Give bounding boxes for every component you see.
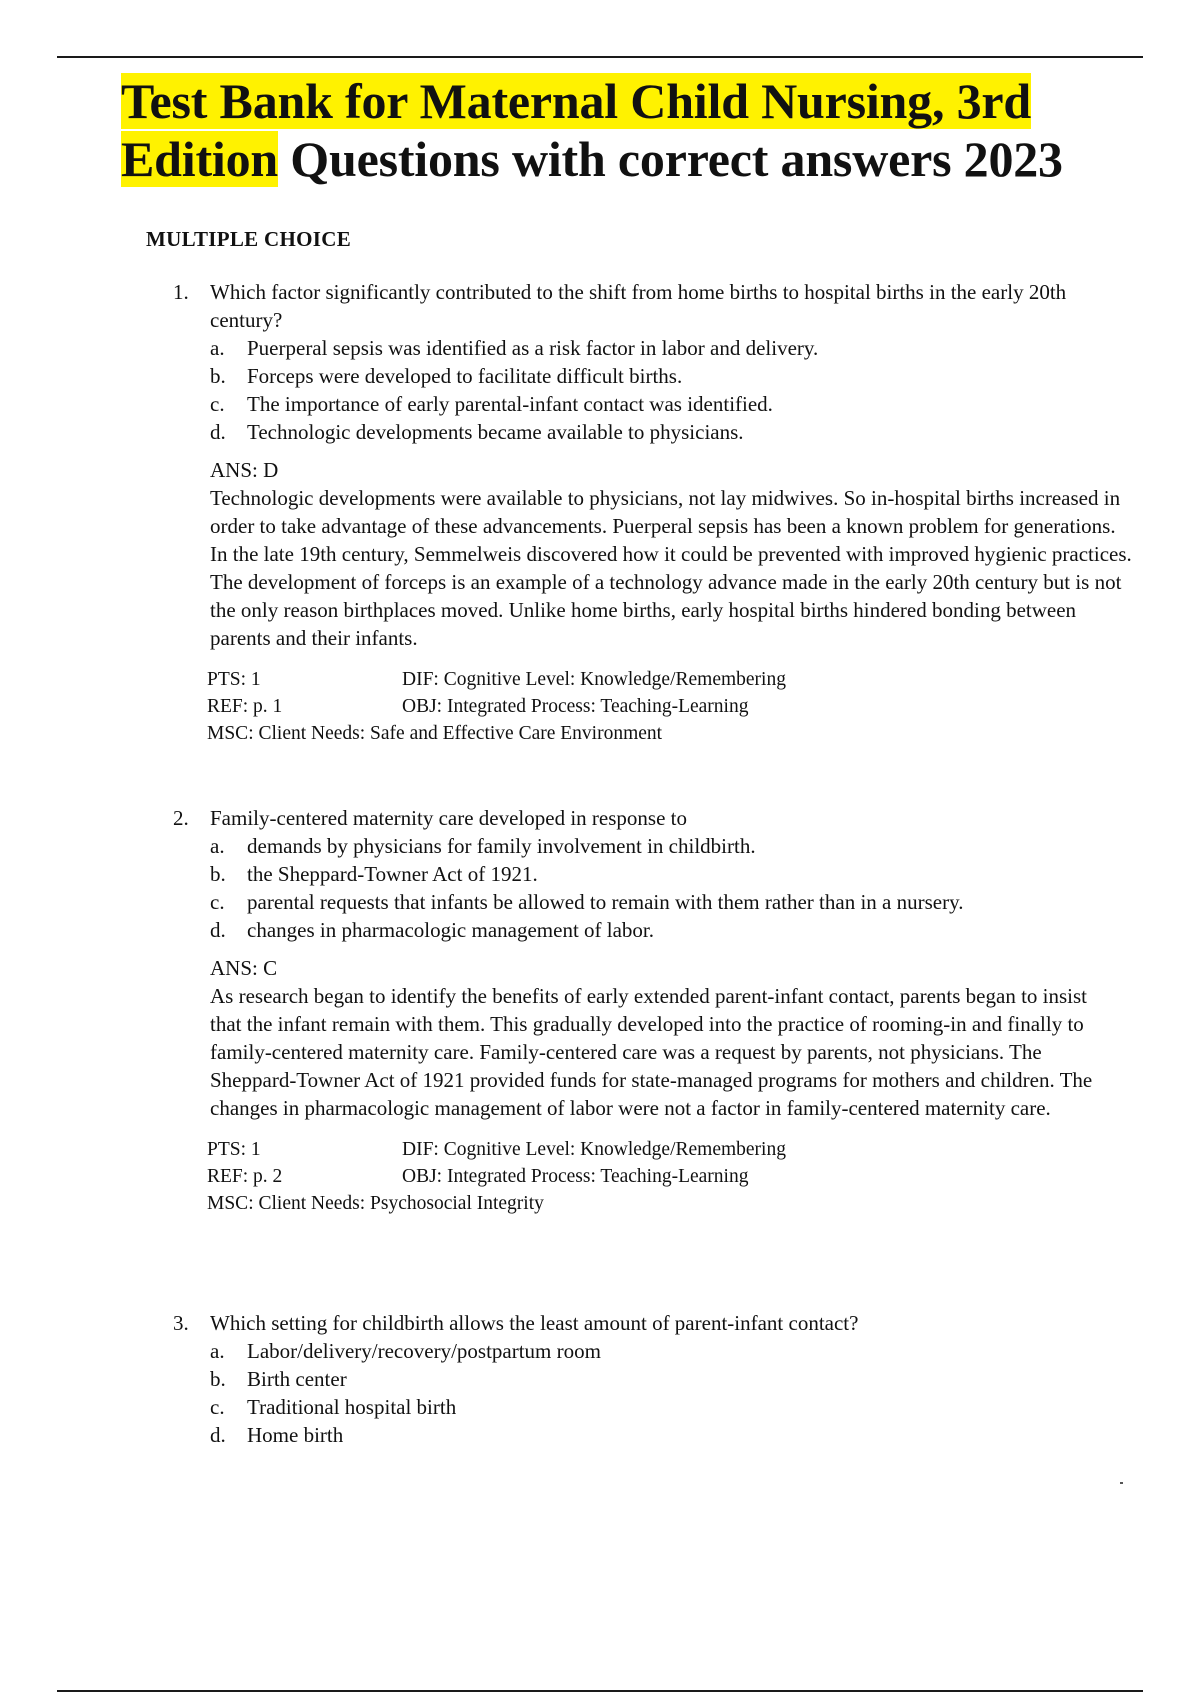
meta-obj: OBJ: Integrated Process: Teaching-Learning <box>402 1166 749 1187</box>
choice-letter: d. <box>210 918 226 942</box>
question-stem <box>173 278 1080 334</box>
choice-item <box>210 1365 1133 1393</box>
choice-letter: b. <box>210 862 226 886</box>
choice-letter: c. <box>210 392 225 416</box>
choice-item <box>210 1421 1133 1449</box>
question-text: Which setting for childbirth allows the least amount of parent-infant contact? <box>210 1311 859 1335</box>
choice-text: The importance of early parental-infant contact was identified. <box>247 392 773 416</box>
choice-list <box>173 1337 1133 1449</box>
choice-letter: c. <box>210 1395 225 1419</box>
choice-text: Labor/delivery/recovery/postpartum room <box>247 1339 601 1363</box>
choice-text: Traditional hospital birth <box>247 1395 457 1419</box>
rationale: As research began to identify the benefits of early extended parent-infant contact, parents began to insist that the infant remain with them. This gradually developed into the practice of rooming-in and finally to family-centered maternity care. Family-centered care was a request by parents, not physicians. The Sheppard-Towner Act of 1921 provided funds for state-managed programs for mothers and children. The changes in pharmacologic management of labor were not a factor in family-centered maternity care. <box>210 984 1093 1120</box>
choice-item <box>210 1337 1133 1365</box>
choice-list <box>173 832 1133 944</box>
choice-list <box>173 334 1133 446</box>
choice-item <box>210 916 1133 944</box>
question-metadata <box>173 666 1133 747</box>
question-number: 2. <box>173 806 189 830</box>
question-stem <box>173 1309 1110 1337</box>
meta-row <box>207 1163 1133 1190</box>
meta-ref: REF: p. 2 <box>207 1166 283 1187</box>
choice-text: the Sheppard-Towner Act of 1921. <box>247 862 538 886</box>
question-text: Which factor significantly contributed to the shift from home births to hospital births in the early 20th century? <box>210 280 1067 332</box>
meta-pts: PTS: 1 <box>207 669 261 690</box>
choice-item <box>210 860 1133 888</box>
choice-letter: d. <box>210 1423 226 1447</box>
choice-text: Technologic developments became available to physicians. <box>247 420 744 444</box>
question-2 <box>173 804 1133 1217</box>
meta-row <box>207 693 1133 720</box>
stray-dot-mark <box>1120 1482 1123 1484</box>
choice-item <box>210 390 1133 418</box>
choice-text: Puerperal sepsis was identified as a risk factor in labor and delivery. <box>247 336 819 360</box>
choice-text: Forceps were developed to facilitate difficult births. <box>247 364 683 388</box>
question-stem <box>173 804 1080 832</box>
choice-item <box>210 888 977 916</box>
document-title <box>121 72 1161 188</box>
choice-letter: b. <box>210 1367 226 1391</box>
meta-msc: MSC: Client Needs: Safe and Effective Care Environment <box>207 723 663 744</box>
answer-key: ANS: C <box>210 956 278 980</box>
choice-text: Home birth <box>247 1423 344 1447</box>
choice-item <box>210 1393 1133 1421</box>
question-3 <box>173 1309 1133 1449</box>
bottom-rule <box>57 1690 1143 1692</box>
meta-row <box>207 666 1133 693</box>
choice-item <box>210 832 1133 860</box>
choice-item <box>210 362 1133 390</box>
choice-letter: b. <box>210 364 226 388</box>
choice-letter: a. <box>210 1339 225 1363</box>
choice-text: demands by physicians for family involvement in childbirth. <box>247 834 756 858</box>
question-number: 1. <box>173 280 189 304</box>
choice-letter: d. <box>210 420 226 444</box>
answer-key: ANS: D <box>210 458 279 482</box>
meta-pts: PTS: 1 <box>207 1139 261 1160</box>
question-text: Family-centered maternity care developed in response to <box>210 806 687 830</box>
meta-ref: REF: p. 1 <box>207 696 283 717</box>
question-metadata <box>173 1136 1133 1217</box>
answer-block <box>173 954 1133 1122</box>
title-highlight: Test Bank for Maternal Child Nursing, 3rd Edition <box>121 73 1031 187</box>
choice-text: changes in pharmacologic management of labor. <box>247 918 655 942</box>
meta-row <box>207 720 1133 747</box>
title-rest: Questions with correct answers 2023 <box>278 131 1063 187</box>
choice-letter: c. <box>210 890 225 914</box>
choice-text: parental requests that infants be allowed to remain with them rather than in a nursery. <box>247 890 964 914</box>
meta-msc: MSC: Client Needs: Psychosocial Integrity <box>207 1193 544 1214</box>
meta-row <box>207 1136 1133 1163</box>
meta-row <box>207 1190 1133 1217</box>
top-rule <box>57 56 1143 58</box>
choice-letter: a. <box>210 336 225 360</box>
meta-dif: DIF: Cognitive Level: Knowledge/Remembering <box>402 669 786 690</box>
choice-item <box>210 418 1133 446</box>
question-number: 3. <box>173 1311 189 1335</box>
choice-item <box>210 334 1133 362</box>
choice-letter: a. <box>210 834 225 858</box>
answer-block <box>173 456 1133 652</box>
rationale: Technologic developments were available to physicians, not lay midwives. So in-hospital births increased in order to take advantage of these advancements. Puerperal sepsis has been a known problem for generations. In the late 19th century, Semmelweis discovered how it could be prevented with improved hygienic practices. The development of forceps is an example of a technology advance made in the early 20th century but is not the only reason birthplaces moved. Unlike home births, early hospital births hindered bonding between parents and their infants. <box>210 486 1132 650</box>
section-heading: MULTIPLE CHOICE <box>146 227 352 251</box>
meta-dif: DIF: Cognitive Level: Knowledge/Remembering <box>402 1139 786 1160</box>
choice-text: Birth center <box>247 1367 347 1391</box>
meta-obj: OBJ: Integrated Process: Teaching-Learning <box>402 696 749 717</box>
question-1 <box>173 278 1133 747</box>
